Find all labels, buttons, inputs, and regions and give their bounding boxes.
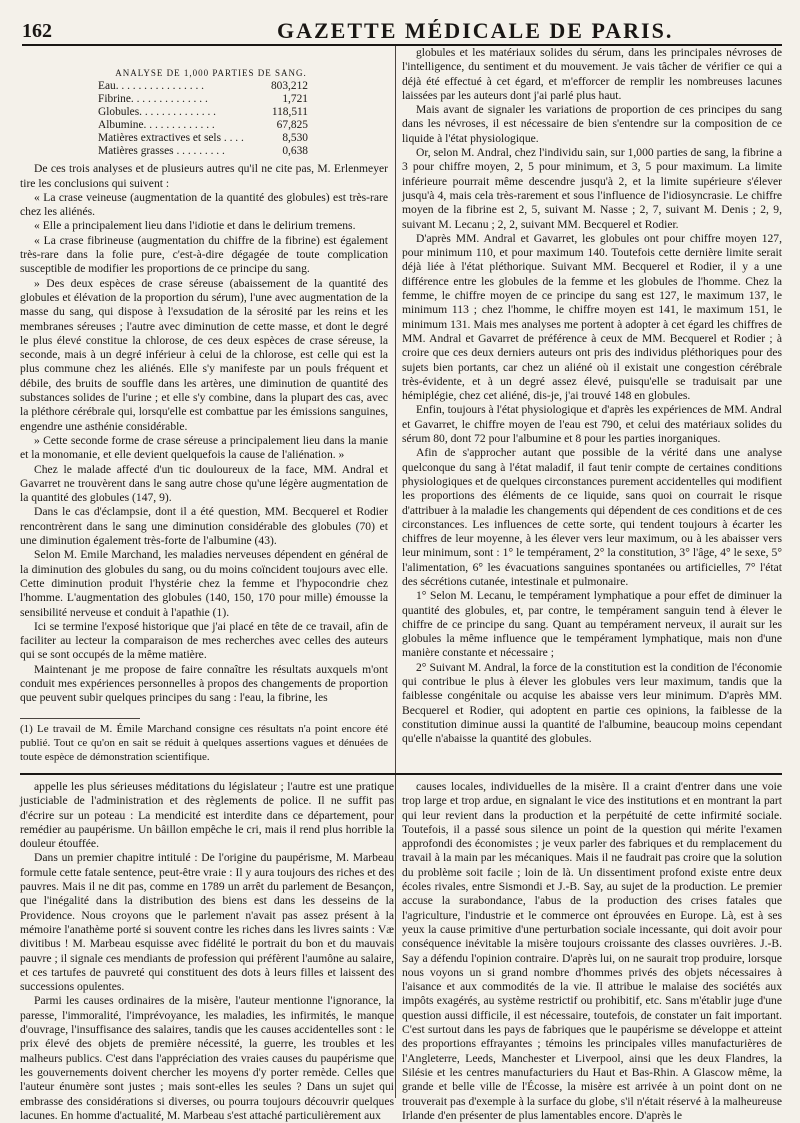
- column-divider: [395, 46, 396, 1098]
- left-column-bottom: [20, 780, 394, 1122]
- paragraph: Enfin, toujours à l'état physiologique et d'après les expériences de MM. Andral et Gavarret, le chiffre moyen de l'eau est 790, et celui des matériaux solides du sérum 80, dont 72 pour l'albumine et 8 pour les parties inorganiques.: [402, 403, 782, 446]
- right-column-top: [402, 46, 782, 770]
- analysis-value: 118,511: [271, 106, 308, 119]
- analysis-label: Albumine. . . . . . . . . . . . .: [98, 119, 215, 132]
- analysis-row: [98, 93, 308, 106]
- analysis-row: [98, 145, 308, 158]
- paragraph: 2° Suivant M. Andral, la force de la constitution est la condition de l'économie qui contribue le plus à élever les globules vers leur maximum, tandis que la faiblesse congénitale ou acquise les abaisse vers leur minimum. D'après MM. Becquerel et Rodier, qui adoptent en partie ces opinions, la faiblesse de la constitution diminue aussi la quantité de l'albumine, beaucoup moins cependant qu'elle n'abaisse la quantité des globules.: [402, 660, 782, 746]
- paragraph: Afin de s'approcher autant que possible de la vérité dans une analyse quelconque du sang à l'état maladif, il faut tenir compte de certaines conditions physiologiques et de quelques circonstances purement accidentelles qui modifient les proportions des éléments de ce liquide, sans quoi on courrait le risque d'attribuer à la maladie les changements qui dépendent de ces conditions et de ces circonstances. Les influences de cette sorte, qui tendent toujours à écarter les chiffres de leur moyenne, à les élever vers leur maximum, ou à les abaisser vers leur minimum, sont : 1° le tempérament, 2° la constitution, 3° l'âge, 4° le sexe, 5° l'alimentation, 6° les évacuations sanguines spontanées ou artificielles, 7° l'état des sécrétions cutanée, intestinale et pulmonaire.: [402, 446, 782, 588]
- paragraph: Dans le cas d'éclampsie, dont il a été question, MM. Becquerel et Rodier rencontrèrent dans le sang une diminution considérable des globules (70) et une diminution également très-forte de l'albumine (43).: [20, 505, 388, 548]
- analysis-value: 8,530: [282, 132, 308, 145]
- page-header: [22, 20, 782, 46]
- analysis-label: Eau. . . . . . . . . . . . . . . .: [98, 80, 204, 93]
- analysis-value: 803,212: [270, 80, 308, 93]
- analysis-label: Matières grasses . . . . . . . . .: [98, 145, 225, 158]
- paragraph: Ici se termine l'exposé historique que j'ai placé en tête de ce travail, afin de faciliter au lecteur la comparaison de mes recherches avec celles des auteurs qui se sont occupés de la même matière.: [20, 619, 388, 662]
- left-column-top: [20, 66, 388, 716]
- footnote-divider: [20, 718, 140, 719]
- footnote: (1) Le travail de M. Émile Marchand consigne ces résultats n'a point encore été publié. Tout ce qu'on en sait se réduit à quelques assertions vagues et dénuées de toute espèce de démonstration scientifique.: [20, 723, 388, 763]
- analysis-value: 67,825: [276, 119, 308, 132]
- journal-title: GAZETTE MÉDICALE DE PARIS.: [277, 18, 674, 43]
- paragraph: De ces trois analyses et de plusieurs autres qu'il ne cite pas, M. Erlenmeyer tire les conclusions qui suivent :: [20, 162, 388, 190]
- analysis-row: [98, 132, 308, 145]
- paragraph: » Des deux espèces de crase séreuse (abaissement de la quantité des globules et élévation de la proportion du sérum), l'une avec augmentation de la masse du sang, qui dispose à l'exsudation de la sérosité par les reins et les membranes séreuses ; l'autre avec diminution de cette masse, et dont le degré le plus élevé constitue la chlorose, de ces deux espèces de crase séreuse, la seconde, mais à un degré inférieur à celui de la chlorose, est celle qui est la plus commune chez les aliénés. Elle s'y manifeste par un pouls fréquent et débile, des bruits de souffle dans les artères, une diminution de quantité des substances solides de l'urine ; et elle s'y combine, dans la plupart des cas, avec la pléthore cérébrale qui, lorsqu'elle est combattue par les émissions sanguines, engendre une asthénie considérable.: [20, 276, 388, 433]
- paragraph: Parmi les causes ordinaires de la misère, l'auteur mentionne l'ignorance, la paresse, l'immoralité, l'imprévoyance, les maladies, les infirmités, le manque d'ouvrage, l'insuffisance des salaires, tandis que les causes accidentelles sont : le prix élevé des objets de première nécessité, la guerre, les troubles et les malheurs publics. C'est dans l'appréciation des vraies causes du paupérisme que les gouvernements doivent chercher les moyens d'y porter remède. Celles que l'auteur énumère sont justes ; mais sont-elles les seules ? Dans un sujet qui embrasse des considérations si diverses, ou pourra toujours découvrir quelques lacunes. En homme d'actualité, M. Marbeau s'est attaché particulièrement aux: [20, 994, 394, 1122]
- paragraph: » Cette seconde forme de crase séreuse a principalement lieu dans la manie et la monomanie, et elle devient quelquefois la cause de l'aliénation. »: [20, 433, 388, 462]
- analysis-row: [98, 119, 308, 132]
- paragraph: Or, selon M. Andral, chez l'individu sain, sur 1,000 parties de sang, la fibrine a 3 pour chiffre moyen, 2, 5 pour minimum, et 3, 5 pour maximum. La limite inférieure pourrait même descendre jusqu'à 2, et la limite supérieure s'élever jusqu'à 4, mais cela très-rarement et sous l'influence de l'idiosyncrasie. Le chiffre moyen de la fibrine est 2, 5, suivant M. Nasse ; 2, 7, suivant M. Denis ; 2, 9, suivant M. Lecanu ; 2, 2, suivant MM. Becquerel et Rodier.: [402, 146, 782, 231]
- paragraph: Dans un premier chapitre intitulé : De l'origine du paupérisme, M. Marbeau formule cette fatale sentence, peut-être vraie : Il y aura toujours des riches et des pauvres. Mais il ne dit pas, comme en 1789 un arrêt du parlement de Besançon, que l'inégalité dans la distribution des biens est dans les desseins de la Providence. Nous croyons que le parlement n'avait pas assez présent à la mémoire l'anathème porté si souvent contre les riches dans les livres saints : Væ divitibus ! M. Marbeau esquisse avec fidélité le portrait du bon et du mauvais pauvre ; il signale ces mendiants de profession qui préfèrent l'aumône au salaire, et ces tartufes de pauvreté qui constituent des dots à leurs filles et laissent des successions opulentes.: [20, 851, 394, 994]
- paragraph: appelle les plus sérieuses méditations du législateur ; l'autre est une pratique justiciable de l'administration et des règlements de police. Il ne suffit pas d'écrire sur un poteau : La mendicité est interdite dans ce département, pour remédier au paupérisme. Un bâillon empêche le cri, mais il rend plus horrible la douleur étouffée.: [20, 780, 394, 851]
- paragraph: Maintenant je me propose de faire connaître les résultats auxquels m'ont conduit mes expériences personnelles à propos des changements de proportion que peuvent subir quelques principes du sang : l'eau, la fibrine, les: [20, 662, 388, 705]
- paragraph: Selon M. Emile Marchand, les maladies nerveuses dépendent en général de la diminution des globules du sang, ou du moins coïncident toujours avec elle. Cette diminution produit l'hystérie chez la femme et l'hypocondrie chez l'homme. L'augmentation des globules (140, 150, 170 pour mille) émousse la sensibilité nerveuse et conduit à l'apathie (1).: [20, 548, 388, 619]
- analysis-label: Fibrine. . . . . . . . . . . . . .: [98, 93, 208, 106]
- analysis-label: Matières extractives et sels . . . .: [98, 132, 244, 145]
- analysis-label: Globules. . . . . . . . . . . . . .: [98, 106, 217, 119]
- paragraph: causes locales, individuelles de la misère. Il a craint d'entrer dans une voie trop large et trop ardue, en signalant le vice des institutions et en montrant la part qui leur revient dans la production et la perpétuité de cette infirmité sociale. Toutefois, il a passé sous silence un point de la question qui mérite l'examen approfondi des économistes ; je veux parler des fabriques et du remplacement du travail à la main par les mécaniques. Mais il ne faudrait pas croire que la solution du problème soit facile ; loin de là. Un dissentiment profond existe entre deux écoles rivales, entre Sismondi et J.-B. Say, au sujet de la production. Le premier accuse la surabondance, l'abus de la production des crises fatales que l'agriculture, l'industrie et le commerce ont éprouvées en Europe. Là, est à ses yeux la cause primitive d'une perturbation sociale incessante, qui doit avoir pour conséquence inévitable la misère toujours croissante des classes ouvrières. J.-B. Say a défendu l'opinion contraire. D'après lui, on ne saurait trop produire, lorsque nous voyons un si grand nombre d'hommes privés des objets nécessaires à l'aisance et aux commodités de la vie. Il attribue le malaise des sociétés aux impôts exagérés, au système restrictif ou prohibitif, etc. Sans m'établir juge d'une question aussi difficile, il est nécessaire, toutefois, de constater un fait important. C'est surtout dans les pays de fabriques que le paupérisme se développe et atteint des proportions effrayantes ; témoins les principales villes manufacturières de l'Angleterre, Leeds, Manchester et Liverpool, ainsi que les deux Flandres, la Silésie et les centres manufacturiers du Haut et Bas-Rhin. A Glascow même, la grande et belle ville de l'Écosse, la misère est arrivée à un point dont on ne trouverait pas d'exemple à la surface du globe, s'il n'était réservé à la malheureuse Irlande d'en présenter de plus lamentables encore. D'après le: [402, 780, 782, 1122]
- paragraph: 1° Selon M. Lecanu, le tempérament lymphatique a pour effet de diminuer la quantité des globules, et, par contre, le tempérament sanguin tend à élever le chiffre de ce principe du sang. Quant au tempérament nerveux, il aurait sur les globules la même influence que le tempérament lymphatique, mais non d'une manière constante et nécessaire ;: [402, 589, 782, 660]
- analysis-value: 0,638: [282, 145, 308, 158]
- paragraph: Chez le malade affecté d'un tic douloureux de la face, MM. Andral et Gavarret ne trouvèrent dans le sang autre chose qu'une légère augmentation de la quantité des globules (147, 9).: [20, 462, 388, 505]
- paragraph: « Elle a principalement lieu dans l'idiotie et dans le delirium tremens.: [34, 219, 356, 233]
- paragraph: globules et les matériaux solides du sérum, dans les principales névroses de l'intelligence, du sentiment et du mouvement. Je vais tâcher de vérifier ce qui a déjà été effectué à cet égard, et m'efforcer de remplir les nombreuses lacunes laissées par les auteurs dont j'ai parlé plus haut.: [402, 46, 782, 102]
- analysis-value: 1,721: [282, 93, 308, 106]
- page-number: 162: [22, 20, 52, 42]
- paragraph: « La crase veineuse (augmentation de la quantité des globules) est très-rare chez les aliénés.: [20, 190, 388, 219]
- section-divider: [20, 773, 782, 775]
- paragraph: Mais avant de signaler les variations de proportion de ces principes du sang dans les névroses, il est nécessaire de bien s'entendre sur la composition de ce liquide à l'état physiologique.: [402, 103, 782, 145]
- analysis-row: [98, 80, 308, 93]
- blood-analysis-table: [98, 80, 308, 158]
- right-column-bottom: [402, 780, 782, 1122]
- analysis-title: ANALYSE DE 1,000 PARTIES DE SANG.: [115, 68, 307, 78]
- analysis-row: [98, 106, 308, 119]
- paragraph: D'après MM. Andral et Gavarret, les globules ont pour chiffre moyen 127, pour minimum 110, et pour maximum 140. Toutefois cette dernière limite serait déjà liée à l'état pléthorique. Suivant MM. Becquerel et Rodier, il y a une différence entre les globules de la femme et les globules de l'homme. Chez la femme, le chiffre moyen de ce principe du sang est 127, le maximum 137, le minimum 113 ; chez l'homme, le chiffre moyen est 141, le maximum 151, le minimum 131. Mais mes analyses me portent à adopter à cet égard les chiffres de MM. Andral et Gavarret de préférence à ceux de MM. Becquerel et Rodier ; à croire que ces deux derniers auteurs ont pris des individus pléthoriques pour des sujets bien portants, car chez un aliéné où il existait une congestion cérébrale très-évidente, et à un degré assez élevé, puisqu'elle se traduisait par une hémiplégie, chez cet aliéné, dis-je, j'ai trouvé 148 en globules.: [402, 231, 782, 403]
- paragraph: « La crase fibrineuse (augmentation du chiffre de la fibrine) est également très-rare dans la folie pure, c'est-à-dire dégagée de toute complication susceptible de modifier les proportions de ce principe du sang.: [20, 233, 388, 276]
